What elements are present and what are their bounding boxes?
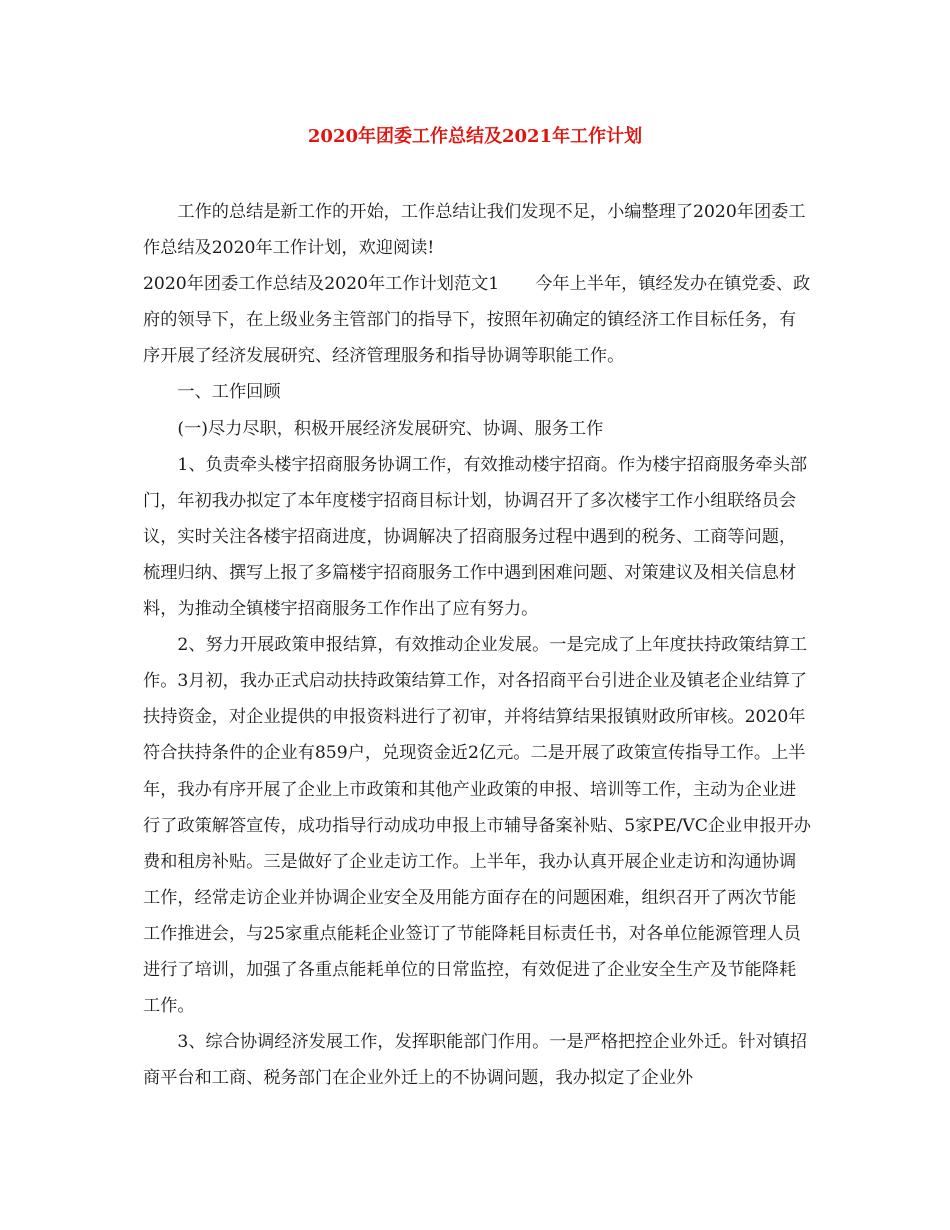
document-title: 2020年团委工作总结及2021年工作计划: [307, 126, 643, 147]
subsection-heading: (一)尽力尽职，积极开展经济发展研究、协调、服务工作: [177, 418, 604, 439]
intro-paragraph: 工作的总结是新工作的开始，工作总结让我们发现不足，小编整理了2020年团委工作总结及2020年工作计划，欢迎阅读!: [143, 202, 806, 259]
sample-paragraph: [143, 266, 811, 374]
body-paragraph-2: 2、努力开展政策申报结算，有效推动企业发展。一是完成了上年度扶持政策结算工作。3月初，我办正式启动扶持政策结算工作，对各招商平台引进企业及镇老企业结算了扶持资金，对企业提供的申报资料进行了初审，并将结算结果报镇财政所审核。2020年符合扶持条件的企业有859户，兑现资金近2亿元。二是开展了政策宣传指导工作。上半年，我办有序开展了企业上市政策和其他产业政策的申报、培训等工作，主动为企业进行了政策解答宣传，成功指导行动成功申报上市辅导备案补贴、5家PE/VC企业申报开办费和租房补贴。三是做好了企业走访工作。上半年，我办认真开展企业走访和沟通协调工作，经常走访企业并协调企业安全及用能方面存在的问题困难，组织召开了两次节能工作推进会，与25家重点能耗企业签订了节能降耗目标责任书，对各单位能源管理人员进行了培训，加强了各重点能耗单位的日常监控，有效促进了企业安全生产及节能降耗工作。: [143, 635, 811, 1017]
sample-heading: 2020年团委工作总结及2020年工作计划范文1: [143, 274, 500, 295]
body-paragraph-3: 3、综合协调经济发展工作，发挥职能部门作用。一是严格把控企业外迁。针对镇招商平台和工商、税务部门在企业外迁上的不协调问题，我办拟定了企业外: [143, 1032, 808, 1089]
body-paragraph-1: 1、负责牵头楼宇招商服务协调工作，有效推动楼宇招商。作为楼宇招商服务牵头部门，年初我办拟定了本年度楼宇招商目标计划，协调召开了多次楼宇工作小组联络员会议，实时关注各楼宇招商进度，协调解决了招商服务过程中遇到的税务、工商等问题，梳理归纳、撰写上报了多篇楼宇招商服务工作中遇到困难问题、对策建议及相关信息材料，为推动全镇楼宇招商服务工作作出了应有努力。: [143, 454, 808, 620]
section-heading: 一、工作回顾: [177, 382, 281, 403]
document-body: [143, 194, 811, 1096]
sample-text: 今年上半年，镇经发办在镇党委、政府的领导下，在上级业务主管部门的指导下，按照年初确定的镇经济工作目标任务，有序开展了经济发展研究、经济管理服务和指导协调等职能工作。: [143, 274, 811, 367]
